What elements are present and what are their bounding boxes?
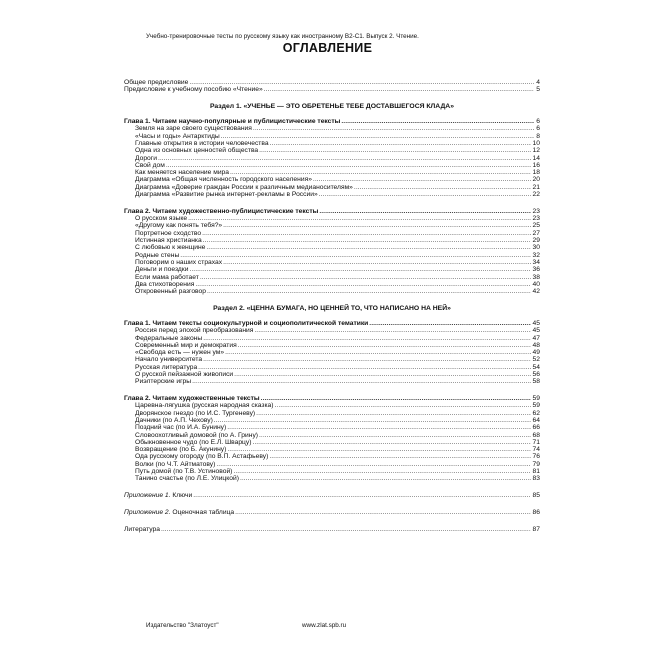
- toc-item[interactable]: Риэлтерские игры . . . 58: [124, 378, 540, 385]
- chapter-entry[interactable]: Глава 2. Читаем художественно-публицистические тексты . . . 23: [124, 208, 540, 215]
- appendix-entry[interactable]: Приложение 2. Оценочная таблица . . . 86: [124, 509, 540, 516]
- footer-publisher: Издательство "Златоуст": [146, 622, 219, 629]
- section-heading: Раздел 1. «УЧЕНЬЕ — ЭТО ОБРЕТЕНЬЕ ТЕБЕ ДОСТАВШЕГОСЯ КЛАДА»: [209, 103, 454, 111]
- toc-entry[interactable]: Предисловие к учебному пособию «Чтение» . . . 5: [124, 86, 540, 93]
- toc-item[interactable]: «Другому как понять тебя?» . . . 25: [124, 222, 540, 229]
- toc-item[interactable]: Если мама работает . . . 38: [124, 274, 540, 281]
- toc-item[interactable]: О русском языке . . . 23: [124, 215, 540, 222]
- toc-item[interactable]: Словоохотливый домовой (по А. Грину) . . . 68: [124, 432, 540, 439]
- page-title: ОГЛАВЛЕНИЕ: [282, 41, 373, 55]
- toc-item[interactable]: Царевна-лягушка (русская народная сказка) . . . 59: [124, 402, 540, 409]
- toc-item[interactable]: Поговорим о наших страхах . . . 34: [124, 259, 540, 266]
- toc-item[interactable]: Ода русскому огороду (по В.П. Астафьеву) . . . 76: [124, 453, 540, 460]
- toc-item[interactable]: Земля на заре своего существования . . . 6: [124, 125, 540, 132]
- toc-item[interactable]: Современный мир и демократия . . . 48: [124, 342, 540, 349]
- toc-item[interactable]: Как меняется население мира . . . 18: [124, 169, 540, 176]
- toc-item[interactable]: Два стихотворения . . . 40: [124, 281, 540, 288]
- chapter-entry[interactable]: Глава 1. Читаем научно-популярные и публицистические тексты . . . 6: [124, 118, 540, 125]
- toc-entry[interactable]: Общее предисловие . . . 4: [124, 79, 540, 86]
- toc-item[interactable]: Поздний час (по И.А. Бунину) . . . 66: [124, 424, 540, 431]
- toc-item[interactable]: Танино счастье (по Л.Е. Улицкой) . . . 83: [124, 475, 540, 482]
- toc-item[interactable]: Путь домой (по Т.В. Устиновой) . . . 81: [124, 468, 540, 475]
- toc-item[interactable]: Откровенный разговор . . . 42: [124, 288, 540, 295]
- running-header: Учебно-тренировочные тесты по русскому языку как иностранному В2-С1. Выпуск 2. Чтение.: [146, 33, 419, 40]
- toc-item[interactable]: «Свобода есть — нужен ум» . . . 49: [124, 349, 540, 356]
- chapter-items: [124, 402, 540, 482]
- literature-entry[interactable]: Литература . . . 87: [124, 526, 540, 533]
- toc-item[interactable]: С любовью к женщине . . . 30: [124, 244, 540, 251]
- toc-item[interactable]: Россия перед эпохой преобразования . . . 45: [124, 327, 540, 334]
- table-of-contents: [124, 79, 540, 533]
- toc-item[interactable]: Волки (по Ч.Т. Айтматову) . . . 79: [124, 461, 540, 468]
- toc-item[interactable]: Федеральные законы . . . 47: [124, 335, 540, 342]
- toc-item[interactable]: Обыкновенное чудо (по Е.Л. Шварцу) . . . 71: [124, 439, 540, 446]
- toc-item[interactable]: Диаграмма «Общая численность городского населения» . . . 20: [124, 176, 540, 183]
- toc-item[interactable]: «Часы и годы» Антарктиды . . . 8: [124, 133, 540, 140]
- toc-item[interactable]: Истинная христианка . . . 29: [124, 237, 540, 244]
- toc-item[interactable]: Дачники (по А.П. Чехову) . . . 64: [124, 417, 540, 424]
- toc-item[interactable]: Главные открытия в истории человечества . . . 10: [124, 140, 540, 147]
- toc-item[interactable]: Портретное сходство . . . 27: [124, 230, 540, 237]
- appendix-entry[interactable]: Приложение 1. Ключи . . . 85: [124, 492, 540, 499]
- toc-item[interactable]: О русской пейзажной живописи . . . 56: [124, 371, 540, 378]
- toc-item[interactable]: Родные стены . . . 32: [124, 252, 540, 259]
- toc-item[interactable]: Диаграмма «Доверие граждан России к различным медианосителям» . . . 21: [124, 184, 540, 191]
- toc-item[interactable]: Возвращение (по Б. Акунину) . . . 74: [124, 446, 540, 453]
- toc-item[interactable]: Начало университета . . . 52: [124, 356, 540, 363]
- chapter-entry[interactable]: Глава 1. Читаем тексты социокультурной и социополитической тематики . . . 45: [124, 320, 540, 327]
- chapter-items: [124, 125, 540, 198]
- toc-item[interactable]: Деньги и поездки . . . 36: [124, 266, 540, 273]
- toc-item[interactable]: Русская литература . . . 54: [124, 364, 540, 371]
- toc-item[interactable]: Свой дом . . . 16: [124, 162, 540, 169]
- toc-item[interactable]: Диаграмма «Развитие рынка интернет-рекламы в России» . . . 22: [124, 191, 540, 198]
- chapter-items: [124, 215, 540, 295]
- toc-item[interactable]: Одна из основных ценностей общества . . . 12: [124, 147, 540, 154]
- section-heading: Раздел 2. «ЦЕННА БУМАГА, НО ЦЕННЕЙ ТО, ЧТО НАПИСАНО НА НЕЙ»: [213, 304, 451, 312]
- toc-item[interactable]: Дороги . . . 14: [124, 155, 540, 162]
- chapter-entry[interactable]: Глава 2. Читаем художественные тексты . . . 59: [124, 395, 540, 402]
- footer-url[interactable]: www.zlat.spb.ru: [302, 622, 347, 629]
- toc-item[interactable]: Дворянское гнездо (по И.С. Тургеневу) . . . 62: [124, 410, 540, 417]
- chapter-items: [124, 327, 540, 385]
